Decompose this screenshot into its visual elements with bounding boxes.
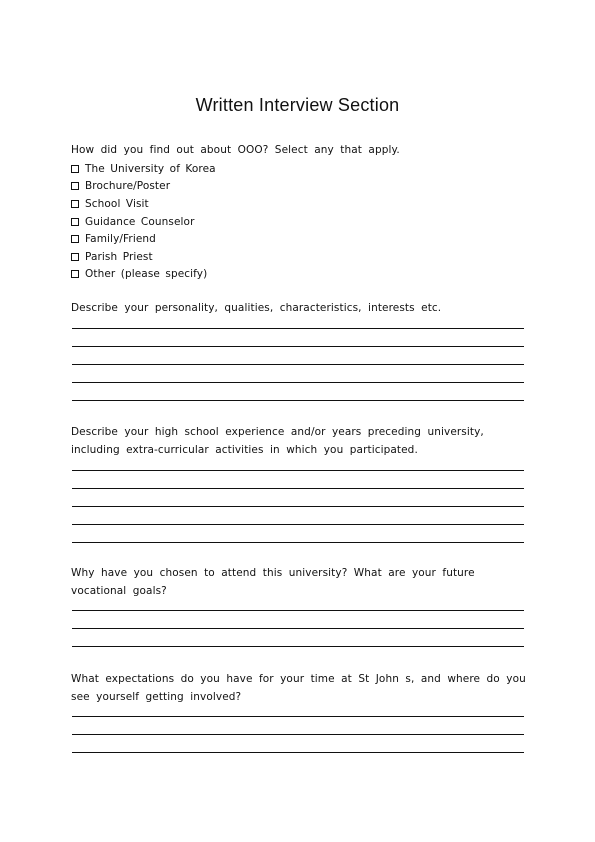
- question-high-school-experience: Describe your high school experience and/or years preceding university, including extra-curricular activities in which you participated.: [71, 426, 484, 456]
- option-label: Parish Priest: [85, 250, 153, 263]
- option-school-visit[interactable]: [71, 195, 216, 213]
- answer-line[interactable]: [72, 382, 524, 383]
- answer-line[interactable]: [72, 470, 524, 471]
- option-label: The University of Korea: [85, 162, 216, 175]
- checkbox[interactable]: [71, 235, 79, 243]
- checkbox[interactable]: [71, 253, 79, 261]
- answer-line[interactable]: [72, 646, 524, 647]
- option-label: Family/Friend: [85, 233, 156, 246]
- option-family-friend[interactable]: [71, 230, 216, 248]
- answer-line[interactable]: [72, 716, 524, 717]
- answer-line[interactable]: [72, 506, 524, 507]
- answer-line[interactable]: [72, 752, 524, 753]
- answer-line[interactable]: [72, 610, 524, 611]
- checkbox[interactable]: [71, 270, 79, 278]
- option-label: Brochure/Poster: [85, 180, 171, 193]
- question-how-found: How did you find out about OOO? Select any that apply.: [71, 144, 400, 156]
- checkbox[interactable]: [71, 165, 79, 173]
- answer-line[interactable]: [72, 488, 524, 489]
- answer-line[interactable]: [72, 628, 524, 629]
- answer-line[interactable]: [72, 328, 524, 329]
- option-brochure-poster[interactable]: [71, 178, 216, 196]
- question-why-attend: Why have you chosen to attend this university? What are your future vocational goals?: [71, 567, 475, 597]
- option-label: Other (please specify): [85, 268, 208, 281]
- answer-line[interactable]: [72, 364, 524, 365]
- question-expectations: What expectations do you have for your time at St John s, and where do you see yourself getting involved?: [71, 673, 526, 703]
- answer-line[interactable]: [72, 346, 524, 347]
- option-parish-priest[interactable]: [71, 248, 216, 266]
- option-label: Guidance Counselor: [85, 215, 195, 228]
- answer-line[interactable]: [72, 400, 524, 401]
- answer-line[interactable]: [72, 524, 524, 525]
- checkbox[interactable]: [71, 200, 79, 208]
- how-found-options: [71, 160, 216, 283]
- option-other[interactable]: [71, 266, 216, 284]
- answer-line[interactable]: [72, 734, 524, 735]
- option-university-of-korea[interactable]: [71, 160, 216, 178]
- option-label: School Visit: [85, 197, 149, 210]
- checkbox[interactable]: [71, 218, 79, 226]
- answer-line[interactable]: [72, 542, 524, 543]
- page-title: Written Interview Section: [195, 95, 400, 115]
- question-personality: Describe your personality, qualities, characteristics, interests etc.: [71, 302, 442, 314]
- checkbox[interactable]: [71, 182, 79, 190]
- option-guidance-counselor[interactable]: [71, 213, 216, 231]
